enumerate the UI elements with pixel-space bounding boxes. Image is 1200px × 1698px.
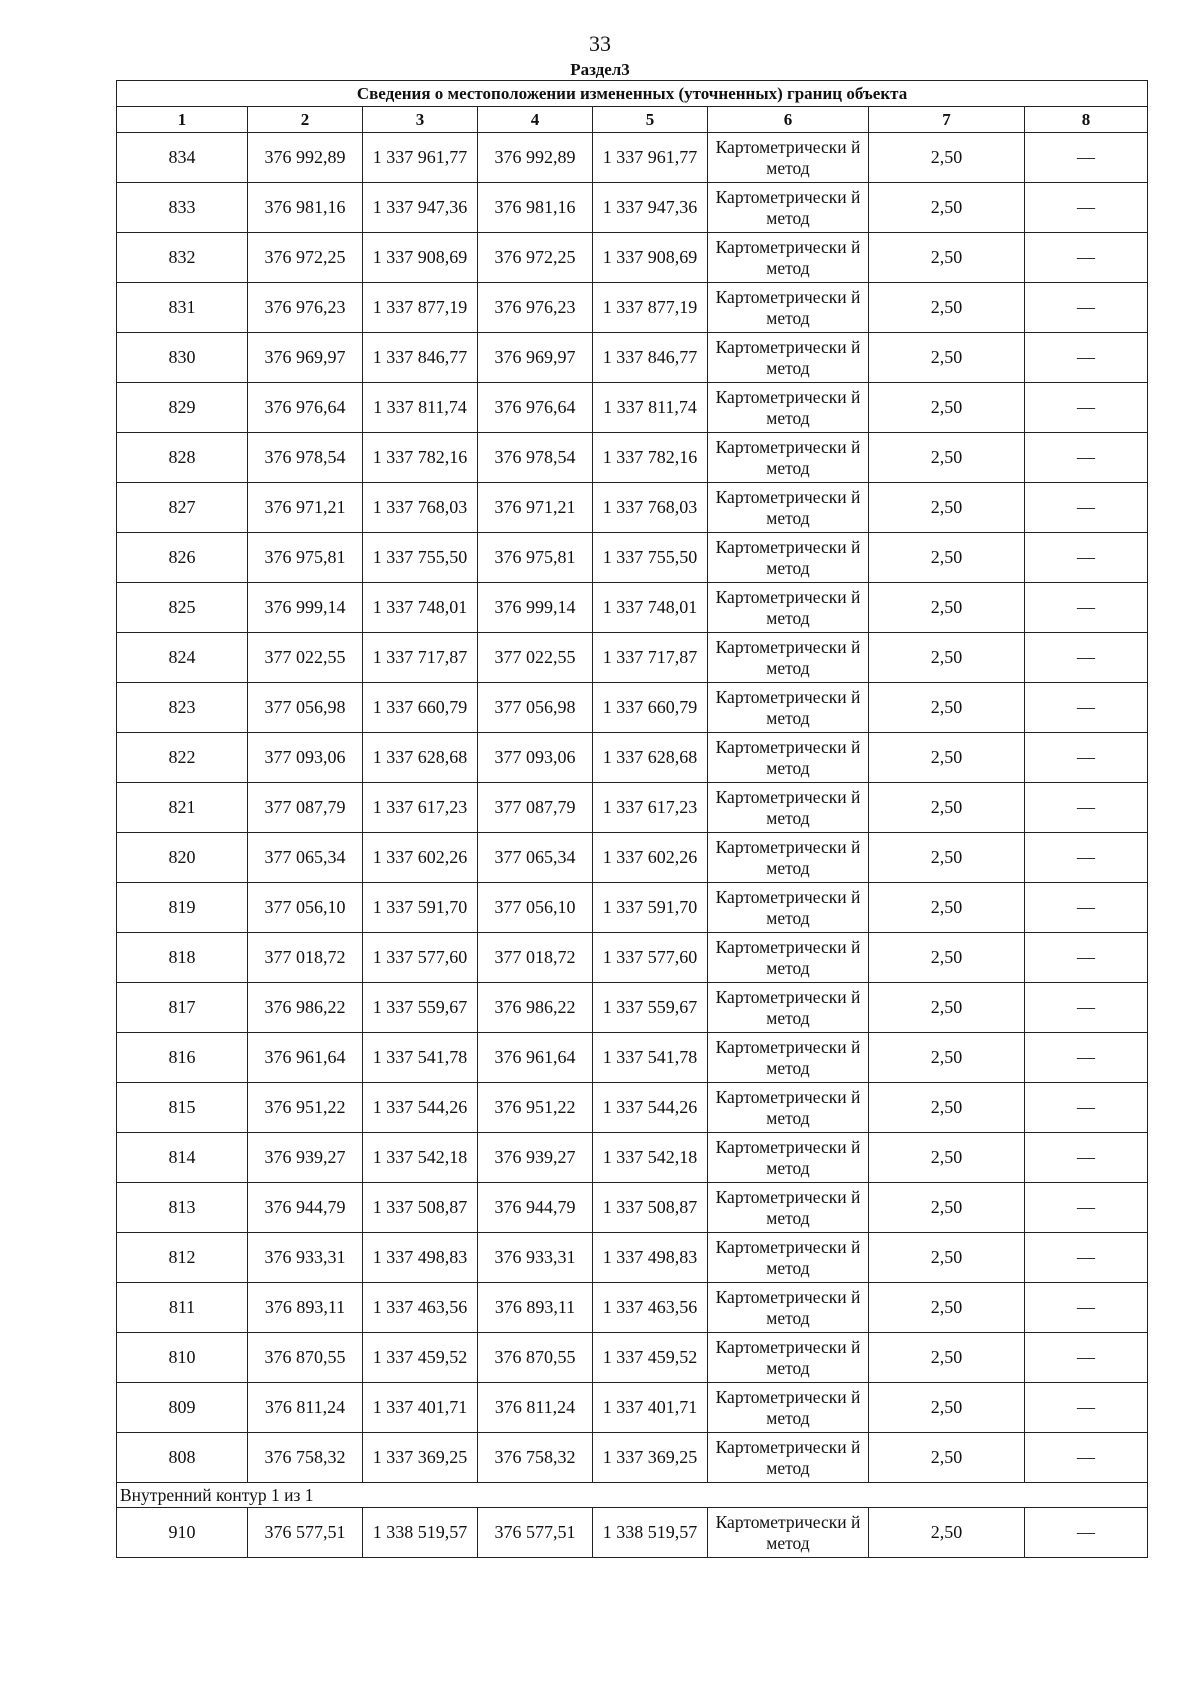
- method-cell: Картометрически й метод: [708, 1433, 869, 1483]
- note-cell: —: [1025, 783, 1148, 833]
- note-cell: —: [1025, 1133, 1148, 1183]
- x-coordinate-cell: 376 961,64: [248, 1033, 363, 1083]
- note-cell: —: [1025, 1033, 1148, 1083]
- y-coordinate-cell: 1 337 782,16: [363, 433, 478, 483]
- note-cell: —: [1025, 983, 1148, 1033]
- column-number: 8: [1025, 107, 1148, 133]
- accuracy-cell: 2,50: [869, 283, 1025, 333]
- column-number: 1: [117, 107, 248, 133]
- x-coordinate-new-cell: 376 939,27: [478, 1133, 593, 1183]
- x-coordinate-new-cell: 376 981,16: [478, 183, 593, 233]
- point-number-cell: 823: [117, 683, 248, 733]
- accuracy-cell: 2,50: [869, 833, 1025, 883]
- y-coordinate-cell: 1 337 591,70: [363, 883, 478, 933]
- table-row: [117, 683, 1148, 733]
- point-number-cell: 816: [117, 1033, 248, 1083]
- method-cell: Картометрически й метод: [708, 933, 869, 983]
- table-row: [117, 883, 1148, 933]
- note-cell: —: [1025, 383, 1148, 433]
- note-cell: —: [1025, 883, 1148, 933]
- point-number-cell: 811: [117, 1283, 248, 1333]
- x-coordinate-cell: 376 976,23: [248, 283, 363, 333]
- x-coordinate-new-cell: 377 022,55: [478, 633, 593, 683]
- note-cell: —: [1025, 333, 1148, 383]
- y-coordinate-new-cell: 1 337 628,68: [593, 733, 708, 783]
- y-coordinate-new-cell: 1 337 559,67: [593, 983, 708, 1033]
- method-cell: Картометрически й метод: [708, 533, 869, 583]
- method-cell: Картометрически й метод: [708, 1233, 869, 1283]
- method-cell: Картометрически й метод: [708, 1083, 869, 1133]
- accuracy-cell: 2,50: [869, 183, 1025, 233]
- note-cell: —: [1025, 933, 1148, 983]
- point-number-cell: 829: [117, 383, 248, 433]
- accuracy-cell: 2,50: [869, 383, 1025, 433]
- note-cell: —: [1025, 283, 1148, 333]
- table-body: [117, 133, 1148, 1483]
- y-coordinate-new-cell: 1 337 947,36: [593, 183, 708, 233]
- method-cell: Картометрически й метод: [708, 133, 869, 183]
- x-coordinate-cell: 377 056,98: [248, 683, 363, 733]
- method-cell: Картометрически й метод: [708, 583, 869, 633]
- x-coordinate-new-cell: 376 969,97: [478, 333, 593, 383]
- method-cell: Картометрически й метод: [708, 983, 869, 1033]
- y-coordinate-new-cell: 1 337 660,79: [593, 683, 708, 733]
- table-row: [117, 733, 1148, 783]
- point-number-cell: 820: [117, 833, 248, 883]
- inner-contour-label: Внутренний контур 1 из 1: [117, 1483, 1148, 1508]
- y-coordinate-new-cell: 1 337 717,87: [593, 633, 708, 683]
- accuracy-cell: 2,50: [869, 983, 1025, 1033]
- accuracy-cell: 2,50: [869, 333, 1025, 383]
- table-row: [117, 633, 1148, 683]
- method-cell: Картометрически й метод: [708, 683, 869, 733]
- table-row: [117, 933, 1148, 983]
- method-cell: Картометрически й метод: [708, 633, 869, 683]
- x-coordinate-new-cell: 376 976,64: [478, 383, 593, 433]
- y-coordinate-cell: 1 337 559,67: [363, 983, 478, 1033]
- y-coordinate-cell: 1 337 617,23: [363, 783, 478, 833]
- y-coordinate-new-cell: 1 337 541,78: [593, 1033, 708, 1083]
- y-coordinate-cell: 1 337 811,74: [363, 383, 478, 433]
- y-coordinate-cell: 1 337 717,87: [363, 633, 478, 683]
- y-coordinate-cell: 1 337 846,77: [363, 333, 478, 383]
- note-cell: —: [1025, 1233, 1148, 1283]
- y-coordinate-cell: 1 337 961,77: [363, 133, 478, 183]
- x-coordinate-cell: 377 087,79: [248, 783, 363, 833]
- point-number-cell: 821: [117, 783, 248, 833]
- column-number: 4: [478, 107, 593, 133]
- x-coordinate-cell: 376 944,79: [248, 1183, 363, 1233]
- x-coordinate-new-cell: 376 758,32: [478, 1433, 593, 1483]
- table-row: [117, 583, 1148, 633]
- method-cell: Картометрически й метод: [708, 233, 869, 283]
- table-row: [117, 433, 1148, 483]
- y-coordinate-cell: 1 337 660,79: [363, 683, 478, 733]
- column-number-row: [117, 107, 1148, 133]
- point-number-cell: 818: [117, 933, 248, 983]
- y-coordinate-new-cell: 1 337 498,83: [593, 1233, 708, 1283]
- table-row: [117, 1283, 1148, 1333]
- point-number-cell: 813: [117, 1183, 248, 1233]
- point-number-cell: 831: [117, 283, 248, 333]
- x-coordinate-cell: 376 969,97: [248, 333, 363, 383]
- note-cell: —: [1025, 1283, 1148, 1333]
- note-cell: —: [1025, 233, 1148, 283]
- point-number-cell: 830: [117, 333, 248, 383]
- method-cell: Картометрически й метод: [708, 1183, 869, 1233]
- table-row: [117, 1183, 1148, 1233]
- x-coordinate-new-cell: 376 944,79: [478, 1183, 593, 1233]
- y-coordinate-cell: 1 337 508,87: [363, 1183, 478, 1233]
- column-number: 7: [869, 107, 1025, 133]
- x-coordinate-cell: 377 056,10: [248, 883, 363, 933]
- y-coordinate-cell: 1 337 401,71: [363, 1383, 478, 1433]
- y-coordinate-new-cell: 1 337 369,25: [593, 1433, 708, 1483]
- note-cell: —: [1025, 833, 1148, 883]
- x-coordinate-cell: 376 975,81: [248, 533, 363, 583]
- accuracy-cell: 2,50: [869, 483, 1025, 533]
- x-coordinate-cell: 376 870,55: [248, 1333, 363, 1383]
- note-cell: —: [1025, 1508, 1148, 1558]
- point-number-cell: 819: [117, 883, 248, 933]
- y-coordinate-new-cell: 1 338 519,57: [593, 1508, 708, 1558]
- accuracy-cell: 2,50: [869, 1433, 1025, 1483]
- y-coordinate-new-cell: 1 337 961,77: [593, 133, 708, 183]
- x-coordinate-new-cell: 377 065,34: [478, 833, 593, 883]
- x-coordinate-cell: 376 978,54: [248, 433, 363, 483]
- point-number-cell: 810: [117, 1333, 248, 1383]
- note-cell: —: [1025, 1433, 1148, 1483]
- y-coordinate-cell: 1 337 369,25: [363, 1433, 478, 1483]
- table-row: [117, 783, 1148, 833]
- y-coordinate-new-cell: 1 337 908,69: [593, 233, 708, 283]
- table-row: [117, 833, 1148, 883]
- note-cell: —: [1025, 433, 1148, 483]
- accuracy-cell: 2,50: [869, 1508, 1025, 1558]
- point-number-cell: 822: [117, 733, 248, 783]
- accuracy-cell: 2,50: [869, 933, 1025, 983]
- method-cell: Картометрически й метод: [708, 1033, 869, 1083]
- boundary-coordinates-table: [116, 80, 1148, 1558]
- method-cell: Картометрически й метод: [708, 1133, 869, 1183]
- table-caption: Сведения о местоположении измененных (уточненных) границ объекта: [117, 81, 1148, 107]
- method-cell: Картометрически й метод: [708, 883, 869, 933]
- x-coordinate-new-cell: 376 893,11: [478, 1283, 593, 1333]
- y-coordinate-cell: 1 337 748,01: [363, 583, 478, 633]
- x-coordinate-cell: 376 758,32: [248, 1433, 363, 1483]
- table-row: [117, 1508, 1148, 1558]
- x-coordinate-new-cell: 377 093,06: [478, 733, 593, 783]
- note-cell: —: [1025, 533, 1148, 583]
- method-cell: Картометрически й метод: [708, 183, 869, 233]
- table-row: [117, 233, 1148, 283]
- point-number-cell: 834: [117, 133, 248, 183]
- x-coordinate-new-cell: 376 972,25: [478, 233, 593, 283]
- method-cell: Картометрически й метод: [708, 1283, 869, 1333]
- y-coordinate-new-cell: 1 337 617,23: [593, 783, 708, 833]
- point-number-cell: 812: [117, 1233, 248, 1283]
- x-coordinate-cell: 376 992,89: [248, 133, 363, 183]
- note-cell: —: [1025, 1383, 1148, 1433]
- method-cell: Картометрически й метод: [708, 1333, 869, 1383]
- point-number-cell: 808: [117, 1433, 248, 1483]
- method-cell: Картометрически й метод: [708, 1508, 869, 1558]
- section-title: Раздел3: [570, 60, 630, 79]
- column-number: 6: [708, 107, 869, 133]
- accuracy-cell: 2,50: [869, 1333, 1025, 1383]
- x-coordinate-cell: 376 981,16: [248, 183, 363, 233]
- x-coordinate-cell: 376 971,21: [248, 483, 363, 533]
- table-row: [117, 983, 1148, 1033]
- accuracy-cell: 2,50: [869, 733, 1025, 783]
- x-coordinate-new-cell: 376 975,81: [478, 533, 593, 583]
- accuracy-cell: 2,50: [869, 1033, 1025, 1083]
- y-coordinate-cell: 1 337 459,52: [363, 1333, 478, 1383]
- method-cell: Картометрически й метод: [708, 283, 869, 333]
- accuracy-cell: 2,50: [869, 1283, 1025, 1333]
- accuracy-cell: 2,50: [869, 783, 1025, 833]
- x-coordinate-new-cell: 376 961,64: [478, 1033, 593, 1083]
- x-coordinate-new-cell: 376 951,22: [478, 1083, 593, 1133]
- method-cell: Картометрически й метод: [708, 1383, 869, 1433]
- note-cell: —: [1025, 683, 1148, 733]
- accuracy-cell: 2,50: [869, 1083, 1025, 1133]
- y-coordinate-new-cell: 1 337 544,26: [593, 1083, 708, 1133]
- y-coordinate-cell: 1 338 519,57: [363, 1508, 478, 1558]
- table-row: [117, 1333, 1148, 1383]
- x-coordinate-cell: 377 065,34: [248, 833, 363, 883]
- table-row: [117, 1433, 1148, 1483]
- table-row: [117, 283, 1148, 333]
- note-cell: —: [1025, 183, 1148, 233]
- table-row: [117, 183, 1148, 233]
- y-coordinate-new-cell: 1 337 755,50: [593, 533, 708, 583]
- x-coordinate-cell: 377 093,06: [248, 733, 363, 783]
- x-coordinate-cell: 376 999,14: [248, 583, 363, 633]
- accuracy-cell: 2,50: [869, 1383, 1025, 1433]
- x-coordinate-cell: 376 951,22: [248, 1083, 363, 1133]
- y-coordinate-cell: 1 337 577,60: [363, 933, 478, 983]
- column-number: 3: [363, 107, 478, 133]
- y-coordinate-cell: 1 337 908,69: [363, 233, 478, 283]
- point-number-cell: 833: [117, 183, 248, 233]
- note-cell: —: [1025, 1333, 1148, 1383]
- x-coordinate-cell: 376 972,25: [248, 233, 363, 283]
- y-coordinate-new-cell: 1 337 811,74: [593, 383, 708, 433]
- x-coordinate-new-cell: 376 577,51: [478, 1508, 593, 1558]
- table-row: [117, 1083, 1148, 1133]
- y-coordinate-new-cell: 1 337 846,77: [593, 333, 708, 383]
- x-coordinate-new-cell: 376 971,21: [478, 483, 593, 533]
- y-coordinate-new-cell: 1 337 577,60: [593, 933, 708, 983]
- accuracy-cell: 2,50: [869, 683, 1025, 733]
- x-coordinate-cell: 376 811,24: [248, 1383, 363, 1433]
- y-coordinate-cell: 1 337 768,03: [363, 483, 478, 533]
- x-coordinate-new-cell: 377 056,98: [478, 683, 593, 733]
- column-number: 5: [593, 107, 708, 133]
- point-number-cell: 910: [117, 1508, 248, 1558]
- table-row: [117, 1033, 1148, 1083]
- y-coordinate-cell: 1 337 947,36: [363, 183, 478, 233]
- table-row: [117, 1383, 1148, 1433]
- x-coordinate-new-cell: 376 933,31: [478, 1233, 593, 1283]
- accuracy-cell: 2,50: [869, 633, 1025, 683]
- point-number-cell: 809: [117, 1383, 248, 1433]
- point-number-cell: 827: [117, 483, 248, 533]
- table-row: [117, 1233, 1148, 1283]
- y-coordinate-cell: 1 337 463,56: [363, 1283, 478, 1333]
- y-coordinate-new-cell: 1 337 459,52: [593, 1333, 708, 1383]
- x-coordinate-new-cell: 376 986,22: [478, 983, 593, 1033]
- y-coordinate-new-cell: 1 337 768,03: [593, 483, 708, 533]
- table-row: [117, 133, 1148, 183]
- y-coordinate-new-cell: 1 337 591,70: [593, 883, 708, 933]
- method-cell: Картометрически й метод: [708, 483, 869, 533]
- x-coordinate-cell: 376 577,51: [248, 1508, 363, 1558]
- note-cell: —: [1025, 133, 1148, 183]
- note-cell: —: [1025, 633, 1148, 683]
- y-coordinate-cell: 1 337 877,19: [363, 283, 478, 333]
- x-coordinate-new-cell: 376 992,89: [478, 133, 593, 183]
- method-cell: Картометрически й метод: [708, 333, 869, 383]
- method-cell: Картометрически й метод: [708, 433, 869, 483]
- x-coordinate-cell: 377 022,55: [248, 633, 363, 683]
- table-row: [117, 533, 1148, 583]
- y-coordinate-new-cell: 1 337 401,71: [593, 1383, 708, 1433]
- accuracy-cell: 2,50: [869, 1133, 1025, 1183]
- accuracy-cell: 2,50: [869, 583, 1025, 633]
- point-number-cell: 832: [117, 233, 248, 283]
- accuracy-cell: 2,50: [869, 1183, 1025, 1233]
- point-number-cell: 824: [117, 633, 248, 683]
- x-coordinate-new-cell: 376 978,54: [478, 433, 593, 483]
- table-row: [117, 383, 1148, 433]
- method-cell: Картометрически й метод: [708, 733, 869, 783]
- y-coordinate-new-cell: 1 337 508,87: [593, 1183, 708, 1233]
- x-coordinate-cell: 377 018,72: [248, 933, 363, 983]
- accuracy-cell: 2,50: [869, 233, 1025, 283]
- accuracy-cell: 2,50: [869, 533, 1025, 583]
- x-coordinate-new-cell: 376 976,23: [478, 283, 593, 333]
- y-coordinate-cell: 1 337 755,50: [363, 533, 478, 583]
- y-coordinate-cell: 1 337 544,26: [363, 1083, 478, 1133]
- x-coordinate-cell: 376 933,31: [248, 1233, 363, 1283]
- column-number: 2: [248, 107, 363, 133]
- y-coordinate-cell: 1 337 498,83: [363, 1233, 478, 1283]
- y-coordinate-cell: 1 337 602,26: [363, 833, 478, 883]
- table-row: [117, 1133, 1148, 1183]
- inner-contour-body: [117, 1483, 1148, 1558]
- table-row: [117, 333, 1148, 383]
- x-coordinate-new-cell: 376 999,14: [478, 583, 593, 633]
- point-number-cell: 825: [117, 583, 248, 633]
- accuracy-cell: 2,50: [869, 883, 1025, 933]
- method-cell: Картометрически й метод: [708, 833, 869, 883]
- x-coordinate-new-cell: 377 018,72: [478, 933, 593, 983]
- note-cell: —: [1025, 583, 1148, 633]
- x-coordinate-cell: 376 986,22: [248, 983, 363, 1033]
- point-number-cell: 814: [117, 1133, 248, 1183]
- x-coordinate-new-cell: 377 087,79: [478, 783, 593, 833]
- accuracy-cell: 2,50: [869, 1233, 1025, 1283]
- y-coordinate-new-cell: 1 337 463,56: [593, 1283, 708, 1333]
- point-number-cell: 815: [117, 1083, 248, 1133]
- y-coordinate-cell: 1 337 541,78: [363, 1033, 478, 1083]
- point-number-cell: 826: [117, 533, 248, 583]
- point-number-cell: 817: [117, 983, 248, 1033]
- y-coordinate-new-cell: 1 337 602,26: [593, 833, 708, 883]
- y-coordinate-new-cell: 1 337 782,16: [593, 433, 708, 483]
- table-row: [117, 483, 1148, 533]
- x-coordinate-new-cell: 376 870,55: [478, 1333, 593, 1383]
- note-cell: —: [1025, 1183, 1148, 1233]
- note-cell: —: [1025, 483, 1148, 533]
- x-coordinate-new-cell: 376 811,24: [478, 1383, 593, 1433]
- y-coordinate-new-cell: 1 337 877,19: [593, 283, 708, 333]
- x-coordinate-new-cell: 377 056,10: [478, 883, 593, 933]
- y-coordinate-cell: 1 337 628,68: [363, 733, 478, 783]
- x-coordinate-cell: 376 893,11: [248, 1283, 363, 1333]
- y-coordinate-new-cell: 1 337 542,18: [593, 1133, 708, 1183]
- accuracy-cell: 2,50: [869, 433, 1025, 483]
- method-cell: Картометрически й метод: [708, 783, 869, 833]
- y-coordinate-cell: 1 337 542,18: [363, 1133, 478, 1183]
- accuracy-cell: 2,50: [869, 133, 1025, 183]
- note-cell: —: [1025, 1083, 1148, 1133]
- point-number-cell: 828: [117, 433, 248, 483]
- page-number: 33: [589, 31, 611, 56]
- x-coordinate-cell: 376 976,64: [248, 383, 363, 433]
- note-cell: —: [1025, 733, 1148, 783]
- method-cell: Картометрически й метод: [708, 383, 869, 433]
- y-coordinate-new-cell: 1 337 748,01: [593, 583, 708, 633]
- x-coordinate-cell: 376 939,27: [248, 1133, 363, 1183]
